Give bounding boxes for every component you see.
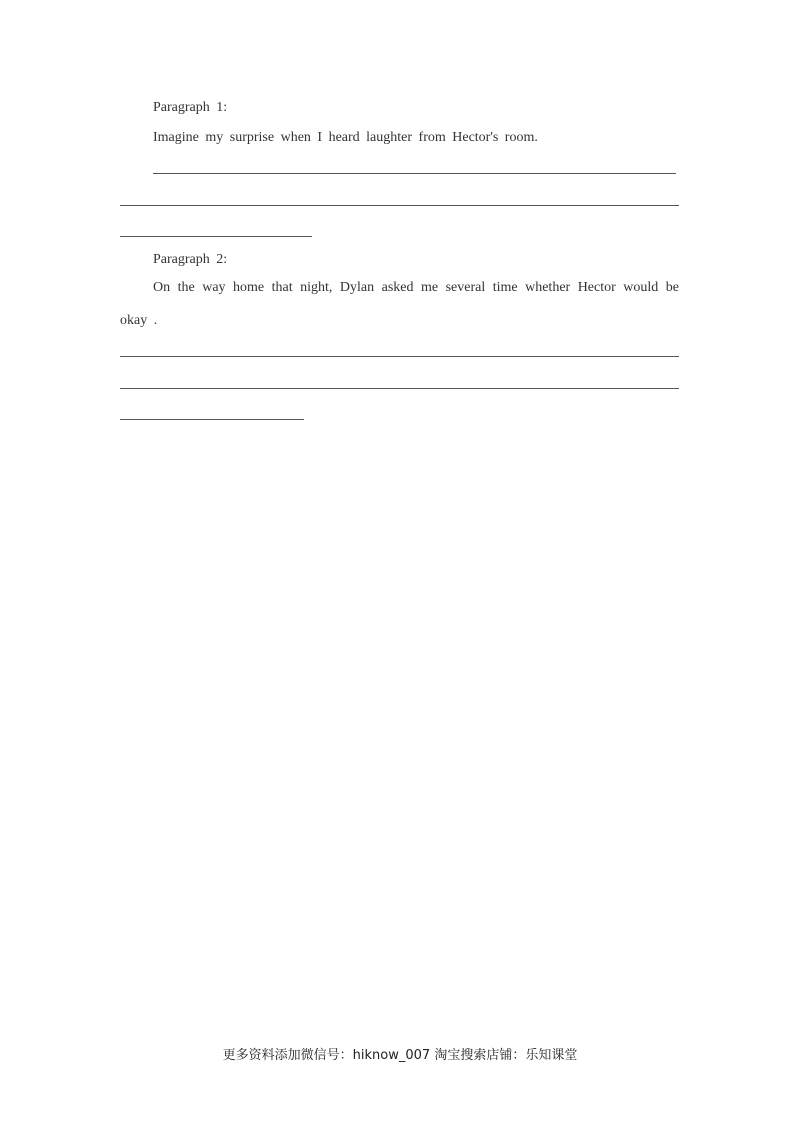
paragraph-1-heading: Paragraph 1: xyxy=(153,100,228,115)
writing-line-4 xyxy=(120,356,679,357)
writing-line-3 xyxy=(120,236,312,237)
paragraph-2-opening-line-1: On the way home that night, Dylan asked me several time whether Hector would be xyxy=(153,280,679,295)
footer-note: 更多资料添加微信号：hiknow_007 淘宝搜索店铺：乐知课堂 xyxy=(222,1048,578,1063)
writing-line-1 xyxy=(153,173,676,174)
writing-line-5 xyxy=(120,388,679,389)
writing-line-6 xyxy=(120,419,304,420)
paragraph-2-heading: Paragraph 2: xyxy=(153,252,228,267)
paragraph-2-opening-line-2: okay . xyxy=(120,313,158,328)
writing-line-2 xyxy=(120,205,679,206)
paragraph-1-opening-sentence: Imagine my surprise when I heard laughter from Hector's room. xyxy=(153,130,538,145)
